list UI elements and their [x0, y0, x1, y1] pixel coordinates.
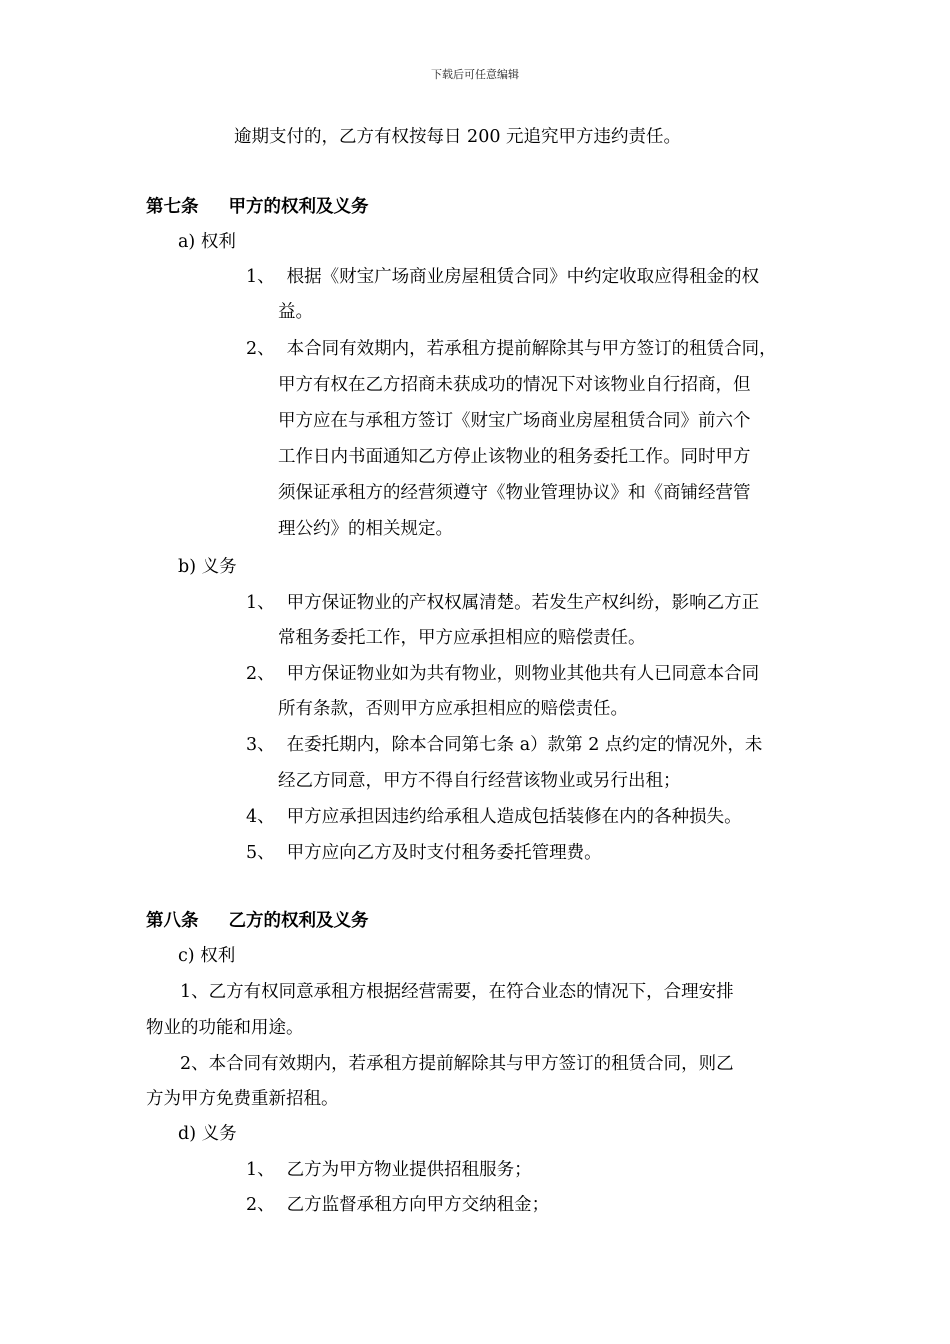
list-item-continuation: 甲方有权在乙方招商未获成功的情况下对该物业自行招商，但	[278, 375, 751, 395]
article-7-title: 甲方的权利及义务	[228, 197, 369, 217]
paragraph-line: 2、本合同有效期内，若承租方提前解除其与甲方签订的租赁合同，则乙	[180, 1054, 734, 1074]
list-item-continuation: 须保证承租方的经营须遵守《物业管理协议》和《商铺经营管	[278, 483, 751, 503]
paragraph-line: 1、乙方有权同意承租方根据经营需要，在符合业态的情况下，合理安排	[180, 982, 734, 1002]
section-d-label: d) 义务	[178, 1124, 237, 1144]
list-item-continuation: 甲方应在与承租方签订《财宝广场商业房屋租赁合同》前六个	[278, 411, 751, 431]
section-b-label: b) 义务	[178, 557, 237, 577]
article-7-number: 第七条	[146, 197, 199, 217]
list-item: 1、 甲方保证物业的产权权属清楚。若发生产权纠纷，影响乙方正	[246, 593, 760, 613]
section-a-label: a) 权利	[178, 232, 236, 252]
list-item: 1、 乙方为甲方物业提供招租服务；	[246, 1160, 532, 1180]
list-item: 2、 本合同有效期内，若承租方提前解除其与甲方签订的租赁合同，	[246, 339, 777, 359]
list-item-continuation: 所有条款，否则甲方应承担相应的赔偿责任。	[278, 699, 628, 719]
paragraph-line: 方为甲方免费重新招租。	[146, 1089, 339, 1109]
article-8-number: 第八条	[146, 911, 199, 931]
section-c-label: c) 权利	[178, 946, 236, 966]
paragraph-line: 物业的功能和用途。	[146, 1018, 304, 1038]
list-item-continuation: 经乙方同意，甲方不得自行经营该物业或另行出租；	[278, 771, 681, 791]
list-item: 2、 乙方监督承租方向甲方交纳租金；	[246, 1195, 550, 1215]
article-7-heading	[146, 196, 369, 218]
list-item-continuation: 理公约》的相关规定。	[278, 519, 453, 539]
list-item: 1、 根据《财宝广场商业房屋租赁合同》中约定收取应得租金的权	[246, 267, 760, 287]
list-item: 3、 在委托期内，除本合同第七条 a）款第 2 点约定的情况外，未	[246, 735, 763, 755]
list-item-continuation: 工作日内书面通知乙方停止该物业的租务委托工作。同时甲方	[278, 447, 751, 467]
page-header: 下载后可任意编辑	[431, 68, 519, 81]
article-8-heading	[146, 910, 369, 932]
list-item-continuation: 益。	[278, 302, 313, 322]
list-item: 2、 甲方保证物业如为共有物业，则物业其他共有人已同意本合同	[246, 664, 760, 684]
list-item: 4、 甲方应承担因违约给承租人造成包括装修在内的各种损失。	[246, 807, 742, 827]
article-8-title: 乙方的权利及义务	[228, 911, 369, 931]
list-item: 5、 甲方应向乙方及时支付租务委托管理费。	[246, 843, 602, 863]
list-item-continuation: 常租务委托工作，甲方应承担相应的赔偿责任。	[278, 628, 646, 648]
intro-line: 逾期支付的，乙方有权按每日 200 元追究甲方违约责任。	[234, 127, 682, 147]
